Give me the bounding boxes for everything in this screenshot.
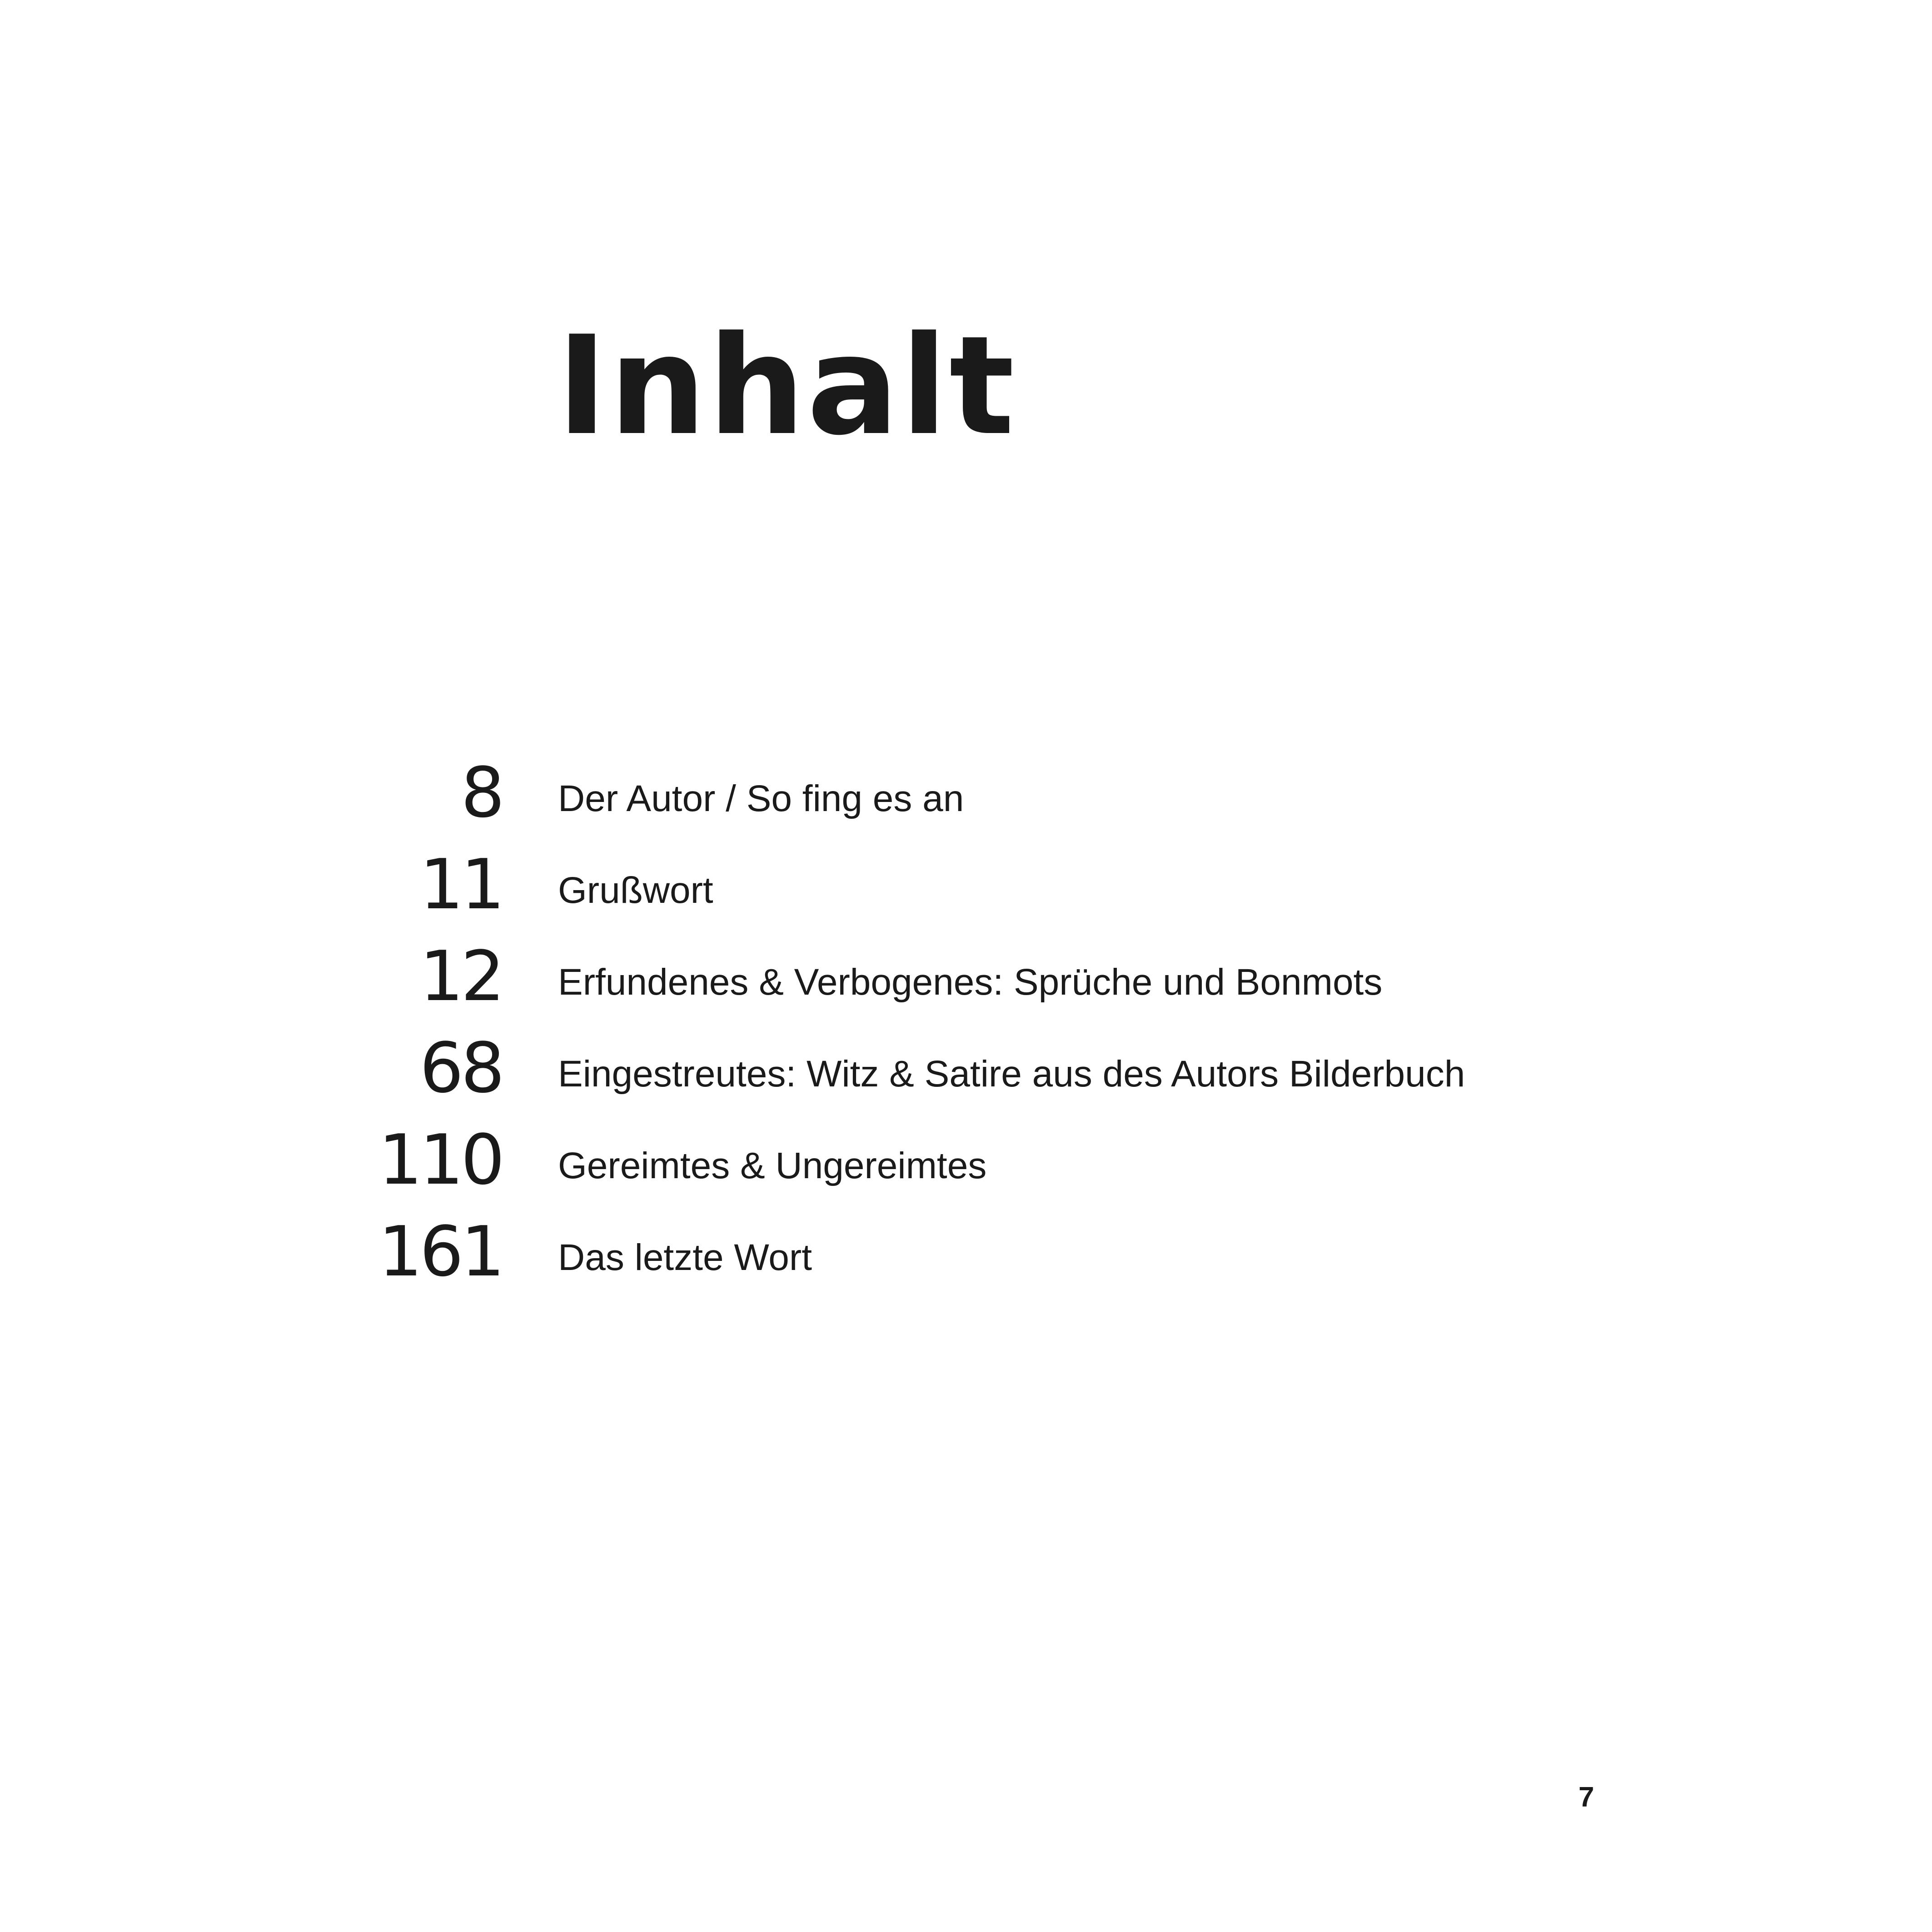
toc-entry-page: 12 <box>419 936 502 1016</box>
toc-entry-title: Grußwort <box>558 870 713 911</box>
toc-entry-page: 8 <box>461 752 502 833</box>
table-of-contents <box>0 754 1932 1305</box>
toc-entry-page: 110 <box>378 1120 502 1200</box>
toc-entry-title: Der Autor / So fing es an <box>558 778 964 819</box>
toc-entry <box>0 1030 1932 1121</box>
toc-entry-title: Das letzte Wort <box>558 1237 812 1278</box>
toc-entry-page: 161 <box>378 1211 502 1292</box>
page-number: 7 <box>1578 1782 1594 1813</box>
toc-entry <box>0 1213 1932 1305</box>
page-title: Inhalt <box>557 307 1016 465</box>
toc-entry <box>0 938 1932 1030</box>
toc-entry <box>0 1121 1932 1213</box>
toc-entry-page: 68 <box>419 1028 502 1108</box>
toc-entry-title: Erfundenes & Verbogenes: Sprüche und Bonmots <box>558 961 1383 1003</box>
toc-entry <box>0 846 1932 938</box>
toc-entry-page: 11 <box>419 844 502 925</box>
toc-entry-title: Eingestreutes: Witz & Satire aus des Autors Bilderbuch <box>558 1053 1465 1095</box>
toc-entry-title: Gereimtes & Ungereimtes <box>558 1145 987 1186</box>
toc-entry <box>0 754 1932 846</box>
